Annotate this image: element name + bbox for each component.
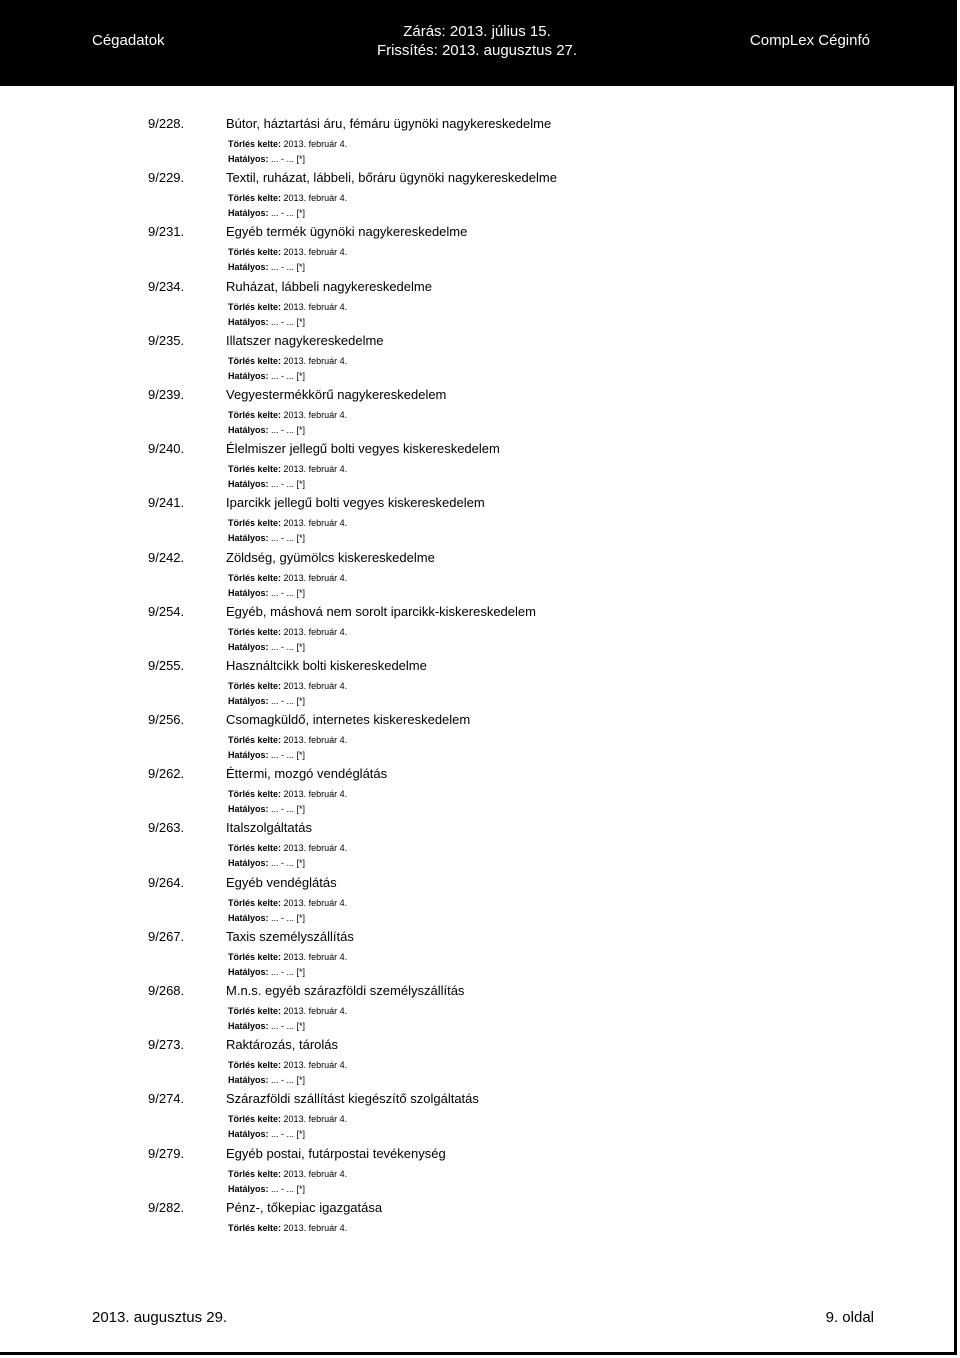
deletion-label: Törlés kelte: xyxy=(228,680,282,691)
validity-label: Hatályos: xyxy=(228,424,269,435)
deletion-label: Törlés kelte: xyxy=(228,897,282,908)
entry-name: Raktározás, tárolás xyxy=(226,1037,338,1053)
entry-code: 9/228. xyxy=(148,116,185,131)
entry-code: 9/240. xyxy=(148,441,185,457)
validity-label: Hatályos: xyxy=(228,641,269,652)
validity-label: Hatályos: xyxy=(228,695,269,706)
entry-code: 9/235. xyxy=(148,332,185,348)
validity-label: Hatályos: xyxy=(228,262,269,273)
deletion-date: 2013. február 4. xyxy=(283,897,348,908)
list-item xyxy=(0,816,954,870)
validity-line xyxy=(228,858,305,868)
entry-code: 9/282. xyxy=(148,1199,185,1215)
deletion-date-line xyxy=(228,410,347,420)
header-update-date: Frissítés: 2013. augusztus 27. xyxy=(376,42,578,59)
deletion-label: Törlés kelte: xyxy=(228,355,282,366)
deletion-date-line xyxy=(228,573,347,583)
entry-name: Csomagküldő, internetes kiskereskedelem xyxy=(226,712,471,728)
validity-line xyxy=(228,479,305,489)
list-item xyxy=(0,220,954,274)
deletion-date-line xyxy=(228,952,347,962)
deletion-date: 2013. február 4. xyxy=(283,843,348,854)
deletion-date-line xyxy=(228,1223,347,1233)
entry-name: Szárazföldi szállítást kiegészítő szolgáltatás xyxy=(226,1091,479,1107)
list-item xyxy=(0,1087,954,1141)
deletion-date: 2013. február 4. xyxy=(283,626,348,637)
entry-code: 9/273. xyxy=(148,1037,185,1053)
deletion-date: 2013. február 4. xyxy=(283,735,348,746)
entry-name: Élelmiszer jellegű bolti vegyes kiskereskedelem xyxy=(226,441,500,457)
validity-line xyxy=(228,750,305,760)
validity-label: Hatályos: xyxy=(228,316,269,327)
validity-label: Hatályos: xyxy=(228,966,269,977)
deletion-date-line xyxy=(228,1060,347,1070)
validity-line xyxy=(228,533,305,543)
list-item xyxy=(0,112,954,166)
list-item xyxy=(0,383,954,437)
validity-line xyxy=(228,317,305,327)
entry-code: 9/239. xyxy=(148,386,185,402)
entry-code: 9/242. xyxy=(148,549,185,565)
deletion-date: 2013. február 4. xyxy=(283,301,348,312)
list-item xyxy=(0,708,954,762)
list-item xyxy=(0,437,954,491)
entry-code: 9/254. xyxy=(148,603,185,619)
header-closing-date: Zárás: 2013. július 15. xyxy=(403,23,551,40)
validity-value: ... - ... [*] xyxy=(271,154,306,164)
deletion-label: Törlés kelte: xyxy=(228,789,282,800)
validity-value: ... - ... [*] xyxy=(271,424,306,435)
validity-value: ... - ... [*] xyxy=(271,262,306,273)
validity-value: ... - ... [*] xyxy=(271,750,306,761)
entry-code: 9/256. xyxy=(148,712,185,728)
validity-value: ... - ... [*] xyxy=(271,641,306,652)
deletion-date-line xyxy=(228,139,347,149)
deletion-date: 2013. február 4. xyxy=(283,1222,348,1233)
validity-label: Hatályos: xyxy=(228,1021,269,1031)
validity-label: Hatályos: xyxy=(228,587,269,598)
deletion-label: Törlés kelte: xyxy=(228,1168,282,1179)
list-item xyxy=(0,166,954,220)
entry-code: 9/255. xyxy=(148,657,185,673)
validity-value: ... - ... [*] xyxy=(271,1183,306,1194)
entry-code: 9/263. xyxy=(148,820,185,836)
deletion-date: 2013. február 4. xyxy=(283,680,348,691)
entry-name: Vegyestermékkörű nagykereskedelem xyxy=(226,386,447,402)
list-item xyxy=(0,329,954,383)
validity-label: Hatályos: xyxy=(228,1183,269,1194)
list-item xyxy=(0,1142,954,1196)
list-item xyxy=(0,925,954,979)
deletion-date: 2013. február 4. xyxy=(283,572,348,583)
list-item xyxy=(0,654,954,708)
entry-name: Egyéb vendéglátás xyxy=(226,874,337,890)
entry-code: 9/229. xyxy=(148,170,185,186)
page-header xyxy=(0,0,954,86)
deletion-date-line xyxy=(228,843,347,853)
validity-label: Hatályos: xyxy=(228,154,269,164)
deletion-date-line xyxy=(228,1114,347,1124)
entry-name: Éttermi, mozgó vendéglátás xyxy=(226,766,388,782)
deletion-date-line xyxy=(228,193,347,203)
entry-name: Italszolgáltatás xyxy=(226,820,312,836)
deletion-date-line xyxy=(228,356,347,366)
entry-code: 9/231. xyxy=(148,224,185,240)
validity-line xyxy=(228,642,305,652)
deletion-date: 2013. február 4. xyxy=(283,1006,348,1016)
entry-code: 9/279. xyxy=(148,1145,185,1161)
validity-line xyxy=(228,262,305,272)
deletion-date-line xyxy=(228,627,347,637)
list-item xyxy=(0,1033,954,1087)
validity-line xyxy=(228,425,305,435)
validity-label: Hatályos: xyxy=(228,750,269,761)
deletion-date: 2013. február 4. xyxy=(283,518,348,529)
deletion-date-line xyxy=(228,518,347,528)
deletion-label: Törlés kelte: xyxy=(228,1060,282,1071)
deletion-label: Törlés kelte: xyxy=(228,1114,282,1125)
list-item xyxy=(0,491,954,545)
list-item xyxy=(0,762,954,816)
deletion-date-line xyxy=(228,1169,347,1179)
validity-value: ... - ... [*] xyxy=(271,479,306,490)
footer-date: 2013. augusztus 29. xyxy=(92,1309,228,1326)
deletion-date-line xyxy=(228,898,347,908)
validity-value: ... - ... [*] xyxy=(271,695,306,706)
deletion-date-line xyxy=(228,464,347,474)
validity-label: Hatályos: xyxy=(228,533,269,544)
entry-name: Pénz-, tőkepiac igazgatása xyxy=(226,1199,383,1215)
deletion-date: 2013. február 4. xyxy=(283,951,348,962)
entry-code: 9/262. xyxy=(148,766,185,782)
validity-line xyxy=(228,154,305,164)
entry-name: M.n.s. egyéb szárazföldi személyszállítás xyxy=(226,983,465,998)
validity-line xyxy=(228,588,305,598)
list-item xyxy=(0,275,954,329)
deletion-date: 2013. február 4. xyxy=(283,409,348,420)
validity-label: Hatályos: xyxy=(228,1129,269,1140)
entry-name: Ruházat, lábbeli nagykereskedelme xyxy=(226,278,432,294)
deletion-date: 2013. február 4. xyxy=(283,789,348,800)
deletion-date-line xyxy=(228,735,347,745)
deletion-label: Törlés kelte: xyxy=(228,951,282,962)
deletion-date: 2013. február 4. xyxy=(283,1060,348,1071)
validity-label: Hatályos: xyxy=(228,1075,269,1086)
deletion-label: Törlés kelte: xyxy=(228,735,282,746)
entry-name: Zöldség, gyümölcs kiskereskedelme xyxy=(226,549,435,565)
validity-value: ... - ... [*] xyxy=(271,966,306,977)
deletion-date: 2013. február 4. xyxy=(283,139,348,149)
entry-name: Iparcikk jellegű bolti vegyes kiskereskedelem xyxy=(226,495,485,511)
entry-name: Taxis személyszállítás xyxy=(226,928,354,944)
validity-label: Hatályos: xyxy=(228,208,269,219)
deletion-label: Törlés kelte: xyxy=(228,626,282,637)
entry-code: 9/274. xyxy=(148,1091,185,1107)
deletion-date: 2013. február 4. xyxy=(283,1114,348,1125)
deletion-date-line xyxy=(228,302,347,312)
validity-value: ... - ... [*] xyxy=(271,1129,306,1140)
deletion-label: Törlés kelte: xyxy=(228,843,282,854)
validity-value: ... - ... [*] xyxy=(271,316,306,327)
deletion-label: Törlés kelte: xyxy=(228,193,282,204)
list-item xyxy=(0,1196,954,1250)
entry-name: Egyéb termék ügynöki nagykereskedelme xyxy=(226,224,468,240)
deletion-date: 2013. február 4. xyxy=(283,355,348,366)
deletion-label: Törlés kelte: xyxy=(228,1222,282,1233)
validity-label: Hatályos: xyxy=(228,912,269,923)
validity-value: ... - ... [*] xyxy=(271,1021,306,1031)
validity-label: Hatályos: xyxy=(228,479,269,490)
entry-name: Textil, ruházat, lábbeli, bőráru ügynöki nagykereskedelme xyxy=(226,170,557,186)
validity-line xyxy=(228,1129,305,1139)
list-item xyxy=(0,871,954,925)
validity-value: ... - ... [*] xyxy=(271,858,306,869)
deletion-label: Törlés kelte: xyxy=(228,464,282,475)
validity-value: ... - ... [*] xyxy=(271,804,306,815)
validity-line xyxy=(228,696,305,706)
validity-value: ... - ... [*] xyxy=(271,912,306,923)
deletion-date-line xyxy=(228,681,347,691)
deletion-date-line xyxy=(228,1006,347,1016)
validity-value: ... - ... [*] xyxy=(271,533,306,544)
deletion-label: Törlés kelte: xyxy=(228,1006,282,1016)
validity-line xyxy=(228,913,305,923)
validity-line xyxy=(228,804,305,814)
deletion-label: Törlés kelte: xyxy=(228,409,282,420)
header-right-title: CompLex Céginfó xyxy=(749,32,870,49)
list-item xyxy=(0,600,954,654)
header-left-title: Cégadatok xyxy=(92,32,165,49)
deletion-date: 2013. február 4. xyxy=(283,193,348,204)
entry-name: Egyéb postai, futárpostai tevékenység xyxy=(226,1145,446,1161)
deletion-date: 2013. február 4. xyxy=(283,464,348,475)
footer-page-number: 9. oldal xyxy=(825,1309,874,1326)
validity-label: Hatályos: xyxy=(228,370,269,381)
deletion-date: 2013. február 4. xyxy=(283,247,348,258)
validity-line xyxy=(228,1075,305,1085)
deletion-label: Törlés kelte: xyxy=(228,518,282,529)
deletion-label: Törlés kelte: xyxy=(228,301,282,312)
validity-value: ... - ... [*] xyxy=(271,1075,306,1086)
validity-line xyxy=(228,1184,305,1194)
list-item xyxy=(0,546,954,600)
entry-code: 9/268. xyxy=(148,983,185,998)
validity-label: Hatályos: xyxy=(228,858,269,869)
entry-name: Használtcikk bolti kiskereskedelme xyxy=(226,657,427,673)
entry-code: 9/234. xyxy=(148,278,185,294)
deletion-date-line xyxy=(228,247,347,257)
list-item xyxy=(0,979,954,1033)
entry-list xyxy=(0,112,954,1250)
validity-label: Hatályos: xyxy=(228,804,269,815)
entry-code: 9/241. xyxy=(148,495,185,511)
deletion-date: 2013. február 4. xyxy=(283,1168,348,1179)
entry-code: 9/264. xyxy=(148,874,185,890)
entry-name: Illatszer nagykereskedelme xyxy=(226,332,384,348)
validity-line xyxy=(228,967,305,977)
entry-name: Egyéb, máshová nem sorolt iparcikk-kiskereskedelem xyxy=(226,603,536,619)
validity-line xyxy=(228,371,305,381)
validity-value: ... - ... [*] xyxy=(271,370,306,381)
deletion-label: Törlés kelte: xyxy=(228,139,282,149)
entry-name: Bútor, háztartási áru, fémáru ügynöki nagykereskedelme xyxy=(226,116,552,131)
validity-line xyxy=(228,208,305,218)
validity-line xyxy=(228,1021,305,1031)
entry-code: 9/267. xyxy=(148,928,185,944)
deletion-label: Törlés kelte: xyxy=(228,247,282,258)
validity-value: ... - ... [*] xyxy=(271,587,306,598)
validity-value: ... - ... [*] xyxy=(271,208,306,219)
deletion-label: Törlés kelte: xyxy=(228,572,282,583)
deletion-date-line xyxy=(228,789,347,799)
